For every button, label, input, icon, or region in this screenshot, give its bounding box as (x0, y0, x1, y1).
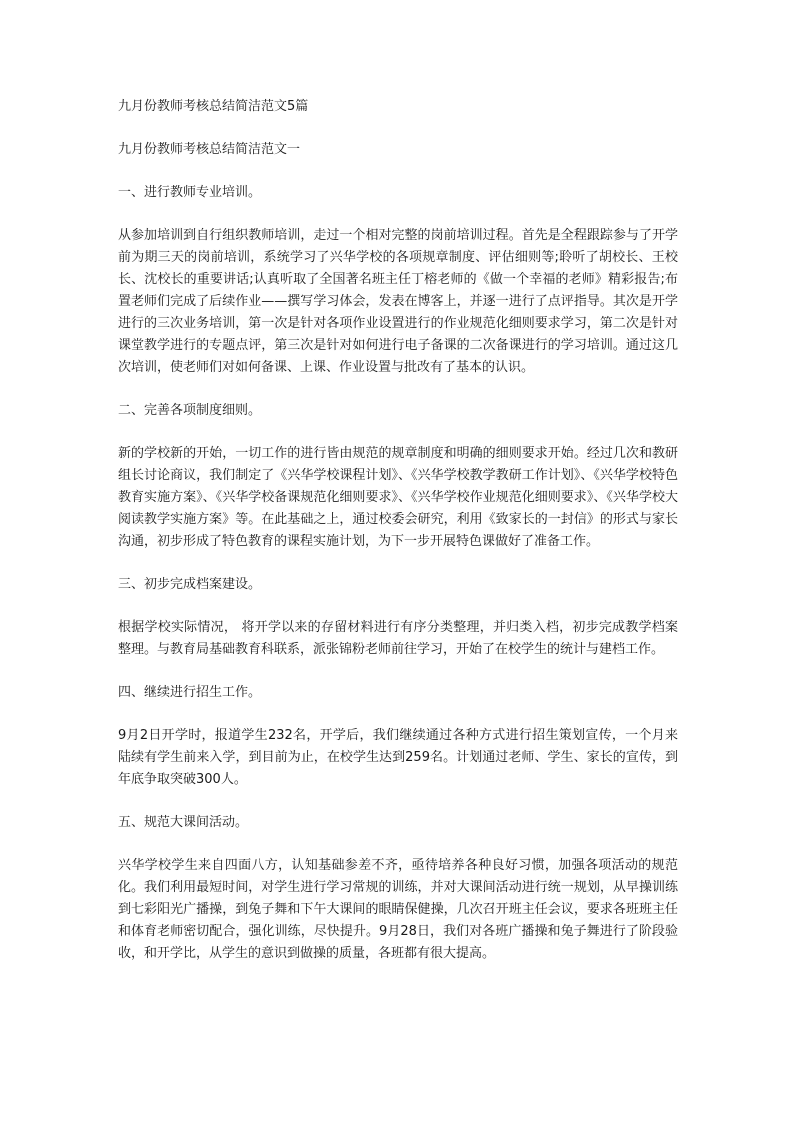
spacer (118, 791, 678, 812)
spacer (118, 596, 678, 617)
spacer (118, 704, 678, 725)
section-body-3: 根据学校实际情况， 将开学以来的存留材料进行有序分类整理，并归类入档，初步完成教学档案整理。与教育局基础教育科联系，派张锦粉老师前往学习，开始了在校学生的统计与建档工作。 (118, 620, 678, 657)
spacer (118, 204, 678, 225)
spacer (118, 379, 678, 400)
section-body-4: 9月2日开学时，报道学生232名，开学后，我们继续通过各种方式进行招生策划宣传，一个月来陆续有学生前来入学，到目前为止，在校学生达到259名。计划通过老师、学生、家长的宣传，到年底争取突破300人。 (118, 728, 678, 787)
spacer (118, 422, 678, 443)
section-body-1: 从参加培训到自行组织教师培训，走过一个相对完整的岗前培训过程。首先是全程跟踪参与了开学前为期三天的岗前培训，系统学习了兴华学校的各项规章制度、评估细则等;聆听了胡校长、王校长、沈校长的重要讲话;认真听取了全国著名班主任丁榕老师的《做一个幸福的老师》精彩报告;布置老师们完成了后续作业——撰写学习体会，发表在博客上，并逐一进行了点评指导。其次是开学进行的三次业务培训，第一次是针对各项作业设置进行的作业规范化细则要求学习，第二次是针对课堂教学进行的专题点评，第三次是针对如何进行电子备课的二次备课进行的学习培训。通过这几次培训，使老师们对如何备课、上课、作业设置与批改有了基本的认识。 (118, 228, 678, 375)
spacer (118, 118, 678, 139)
spacer (118, 834, 678, 855)
section-heading-3: 三、初步完成档案建设。 (118, 577, 262, 592)
section-heading-2: 二、完善各项制度细则。 (118, 403, 262, 418)
document-subtitle: 九月份教师考核总结简洁范文一 (118, 142, 301, 157)
document-title: 九月份教师考核总结简洁范文5篇 (118, 99, 309, 114)
document-page (118, 96, 678, 965)
spacer (118, 661, 678, 682)
section-heading-5: 五、规范大课间活动。 (118, 815, 249, 830)
spacer (118, 161, 678, 182)
section-body-2: 新的学校新的开始，一切工作的进行皆由规范的规章制度和明确的细则要求开始。经过几次和教研组长讨论商议，我们制定了《兴华学校课程计划》、《兴华学校教学教研工作计划》、《兴华学校特色教育实施方案》、《兴华学校备课规范化细则要求》、《兴华学校作业规范化细则要求》、《兴华学校大阅读教学实施方案》等。在此基础之上，通过校委会研究，利用《致家长的一封信》的形式与家长沟通，初步形成了特色教育的课程实施计划，为下一步开展特色课做好了准备工作。 (118, 446, 678, 549)
section-heading-4: 四、继续进行招生工作。 (118, 685, 262, 700)
section-body-5: 兴华学校学生来自四面八方，认知基础参差不齐，亟待培养各种良好习惯，加强各项活动的规范化。我们利用最短时间，对学生进行学习常规的训练，并对大课间活动进行统一规划，从早操训练到七彩阳光广播操，到兔子舞和下午大课间的眼睛保健操，几次召开班主任会议，要求各班班主任和体育老师密切配合，强化训练，尽快提升。9月28日，我们对各班广播操和兔子舞进行了阶段验收，和开学比，从学生的意识到做操的质量，各班都有很大提高。 (118, 858, 678, 961)
section-heading-1: 一、进行教师专业培训。 (118, 185, 262, 200)
spacer (118, 553, 678, 574)
